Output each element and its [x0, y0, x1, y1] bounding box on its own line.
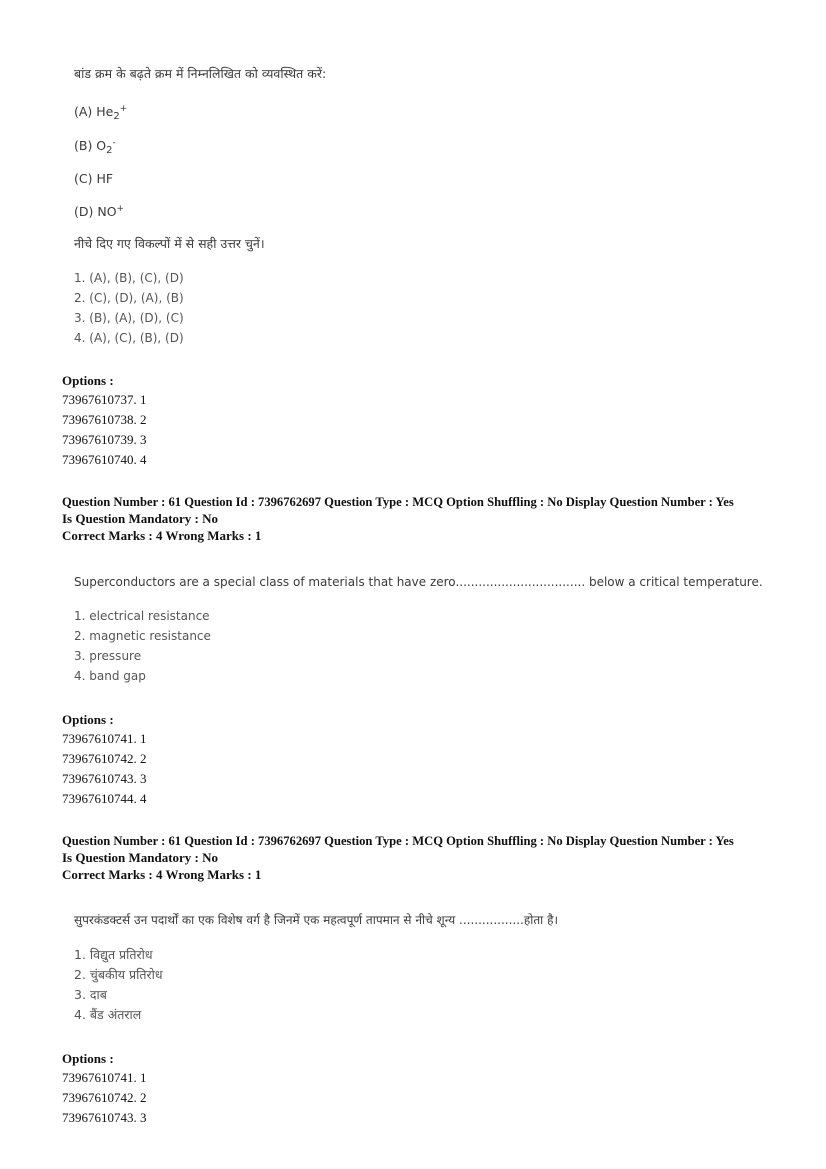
q1-item-a-text: (A) He	[74, 104, 114, 119]
option-id-3-3: 73967610743. 3	[62, 1110, 147, 1125]
q1-item-a-sub: 2	[113, 111, 120, 122]
q1-item-d-sup: +	[116, 204, 125, 214]
q1-item-b-sub: 2	[106, 145, 113, 156]
q1-choice-4: 4. (A), (C), (B), (D)	[74, 331, 184, 345]
options-label-1: Options :	[62, 373, 114, 388]
option-id-2-1: 73967610741. 1	[62, 731, 147, 746]
q1-choice-2: 2. (C), (D), (A), (B)	[74, 291, 184, 305]
option-id-1-1: 73967610737. 1	[62, 392, 147, 407]
q1-instruction: नीचे दिए गए विकल्पों में से सही उत्तर चुनें।	[74, 236, 265, 251]
q3-header-line1: Question Number : 61 Question Id : 7396762697 Question Type : MCQ Option Shuffling : No Display Question Number : Yes	[62, 834, 734, 848]
q2-choice-2: 2. magnetic resistance	[74, 629, 211, 643]
q2-stem: Superconductors are a special class of materials that have zero.................................. below a critical temperature.	[74, 575, 763, 589]
q2-header-line1: Question Number : 61 Question Id : 7396762697 Question Type : MCQ Option Shuffling : No Display Question Number : Yes	[62, 495, 734, 509]
q2-choice-3: 3. pressure	[74, 649, 142, 663]
q2-choice-1: 1. electrical resistance	[74, 609, 210, 623]
option-id-3-2: 73967610742. 2	[62, 1090, 147, 1105]
q1-item-d-text: (D) NO	[74, 204, 117, 219]
options-label-3: Options :	[62, 1051, 114, 1066]
q1-item-b	[74, 138, 116, 156]
q3-choice-4: 4. बैंड अंतराल	[74, 1007, 142, 1022]
q1-choice-3: 3. (B), (A), (D), (C)	[74, 311, 184, 325]
option-id-3-1: 73967610741. 1	[62, 1070, 147, 1085]
q3-header-line2: Is Question Mandatory : No	[62, 850, 219, 865]
q1-stem: बांड क्रम के बढ़ते क्रम में निम्नलिखित को व्यवस्थित करें:	[74, 66, 327, 81]
q2-marks: Correct Marks : 4 Wrong Marks : 1	[62, 528, 262, 543]
q3-stem: सुपरकंडक्टर्स उन पदार्थों का एक विशेष वर्ग है जिनमें एक महत्वपूर्ण तापमान से नीचे शून्य .................होता है।	[74, 913, 559, 927]
q1-choice-1: 1. (A), (B), (C), (D)	[74, 271, 184, 285]
options-label-2: Options :	[62, 712, 114, 727]
q3-choice-2: 2. चुंबकीय प्रतिरोध	[74, 967, 163, 982]
q1-item-b-text: (B) O	[74, 138, 107, 153]
option-id-2-3: 73967610743. 3	[62, 771, 147, 786]
q2-choice-4: 4. band gap	[74, 669, 146, 683]
q1-item-a	[74, 104, 127, 122]
q3-choice-3: 3. दाब	[74, 987, 107, 1002]
option-id-2-2: 73967610742. 2	[62, 751, 147, 766]
option-id-1-3: 73967610739. 3	[62, 432, 147, 447]
option-id-2-4: 73967610744. 4	[62, 791, 147, 806]
q1-item-c	[74, 171, 113, 187]
q1-item-c-text: (C) HF	[74, 171, 114, 186]
q3-choice-1: 1. विद्युत प्रतिरोध	[74, 947, 153, 962]
q1-item-d	[74, 204, 124, 222]
option-id-1-2: 73967610738. 2	[62, 412, 147, 427]
q1-item-a-sup: +	[119, 104, 128, 114]
q2-header-line2: Is Question Mandatory : No	[62, 511, 219, 526]
q1-item-b-sup: -	[112, 138, 116, 148]
option-id-1-4: 73967610740. 4	[62, 452, 147, 467]
q3-marks: Correct Marks : 4 Wrong Marks : 1	[62, 867, 262, 882]
